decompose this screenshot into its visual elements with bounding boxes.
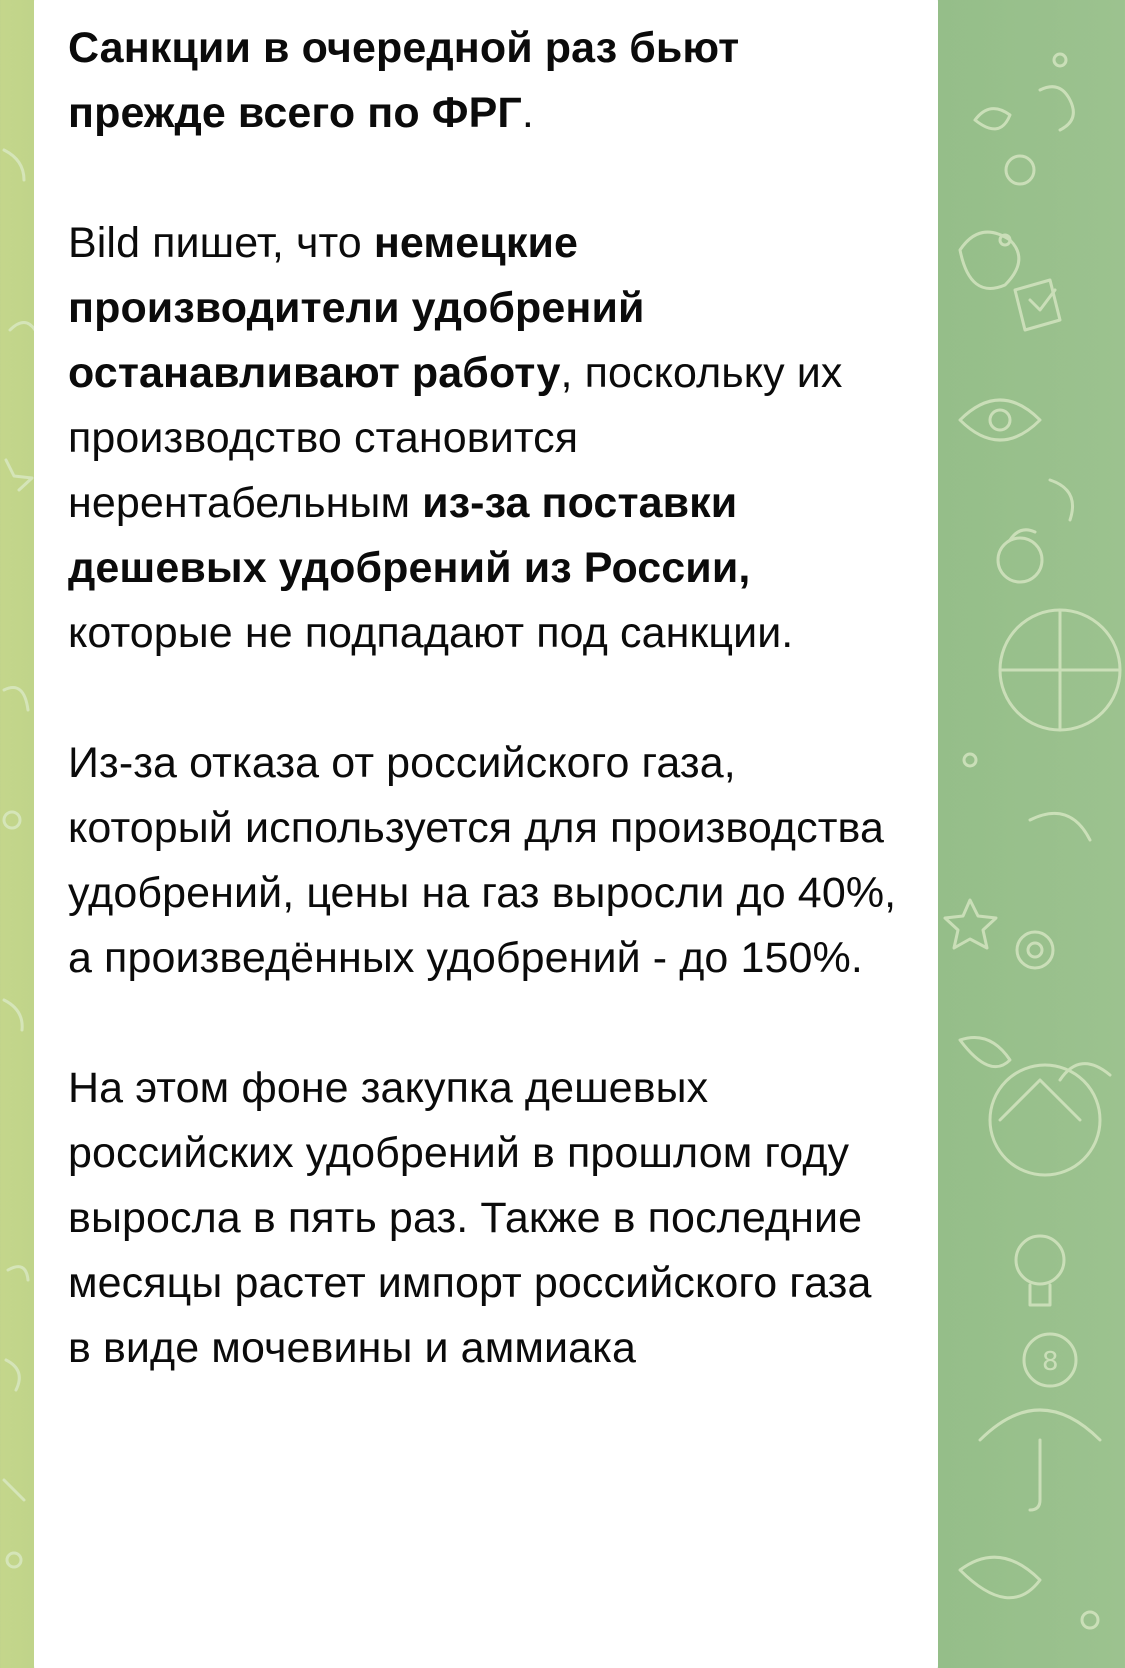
message-paragraph-3a: Из-за отказа от российского газа, который используется для производства удобрений, цены на газ выросли до 40%,	[68, 739, 897, 917]
message-bubble	[34, 0, 938, 1668]
paragraph-gap	[68, 666, 904, 731]
text-run: Bild пишет, что	[68, 219, 374, 267]
text-run: которые не подпадают под санкции.	[68, 609, 794, 657]
message-paragraph-4: На этом фоне закупка дешевых российских удобрений в прошлом году выросла в пять раз. Также в последние месяцы растет импорт российского газа в виде мочевины и аммиака	[68, 1064, 872, 1372]
message-paragraph-2	[68, 211, 904, 666]
message-paragraph-3b: а произведённых удобрений - до 150%.	[68, 934, 863, 982]
paragraph-gap	[68, 146, 904, 211]
bold-text-run: из-за поставки дешевых удобрений из России,	[68, 479, 751, 592]
message-paragraph-1	[68, 16, 904, 146]
text-run: , поскольку их производство становится нерентабельным	[68, 349, 843, 527]
message-text	[68, 16, 904, 1381]
bold-text-run: немецкие производители удобрений останавливают работу	[68, 219, 645, 397]
svg-text:8: 8	[1042, 1347, 1059, 1377]
message-headline: Санкции в очередной раз бьют прежде всего по ФРГ	[68, 24, 740, 137]
paragraph-gap	[68, 991, 904, 1056]
message-headline-period: .	[521, 89, 534, 137]
